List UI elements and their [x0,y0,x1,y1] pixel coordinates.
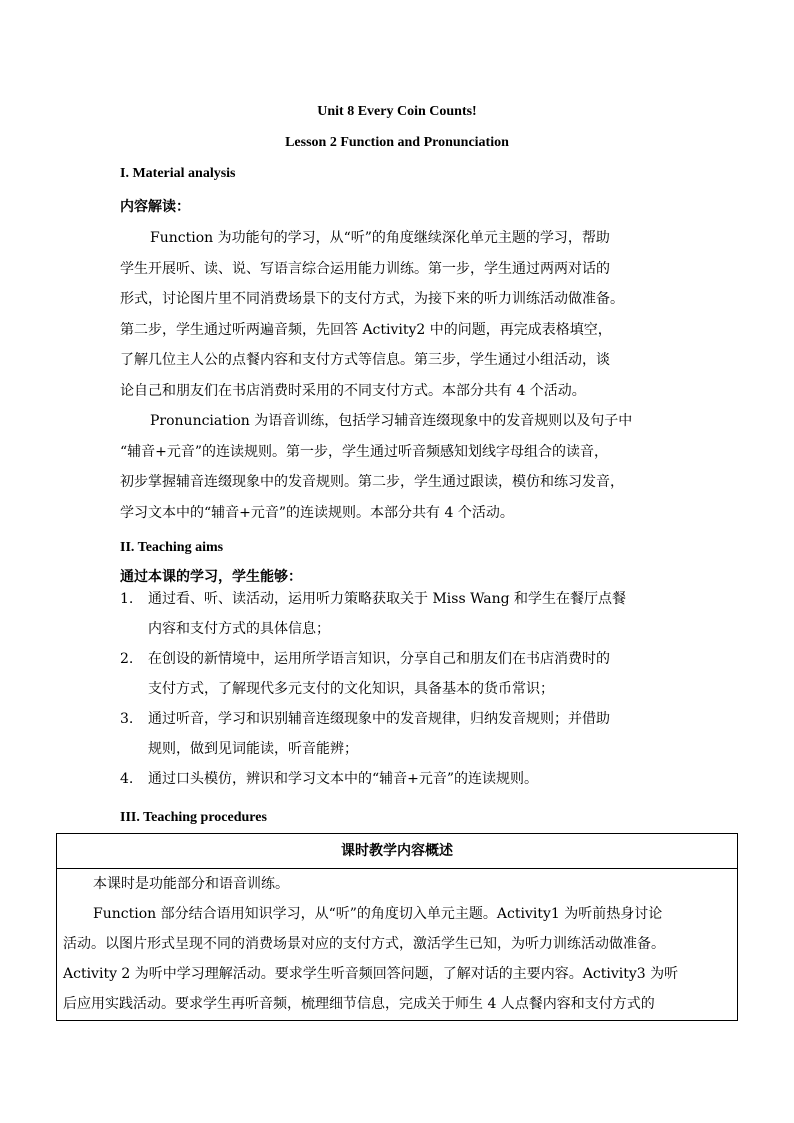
list-item [120,644,680,704]
section-heading-teaching-aims: II. Teaching aims [120,540,224,555]
aims-list [120,584,680,794]
list-item [120,704,680,764]
table-header: 课时教学内容概述 [57,834,737,869]
list-number: 3. [120,711,134,727]
procedures-table [56,833,738,1021]
list-item-line: 支付方式，了解现代多元支付的文化知识，具备基本的货币常识； [148,681,554,697]
list-item-line: 通过口头模仿，辨识和学习文本中的“辅音+元音”的连读规则。 [148,771,539,787]
section-subheading-aims: 通过本课的学习，学生能够： [120,569,302,585]
section-subheading-content: 内容解读： [120,199,190,215]
list-item-line: 通过听音，学习和识别辅音连缀现象中的发音规律，归纳发音规则；并借助 [148,711,610,727]
table-line: 本课时是功能部分和语音训练。 [93,876,289,892]
table-line: 后应用实践活动。要求学生再听音频，梳理细节信息，完成关于师生 4 人点餐内容和支付方式的 [63,996,655,1012]
paragraph-pronunciation [120,406,680,528]
paragraph-line: 形式，讨论图片里不同消费场景下的支付方式，为接下来的听力训练活动做准备。 [120,291,624,307]
list-item-line: 内容和支付方式的具体信息； [148,621,330,637]
list-item-line: 在创设的新情境中，运用所学语言知识，分享自己和朋友们在书店消费时的 [148,651,610,667]
list-number: 1. [120,591,134,607]
paragraph-line: 初步掌握辅音连缀现象中的发音规则。第二步，学生通过跟读，模仿和练习发音， [120,474,624,490]
paragraph-line: 学生开展听、读、说、写语言综合运用能力训练。第一步，学生通过两两对话的 [120,260,610,277]
table-line: 活动。以图片形式呈现不同的消费场景对应的支付方式，激活学生已知，为听力训练活动做准备。 [63,936,665,952]
table-cell [57,869,737,1019]
paragraph-function [120,223,680,406]
table-line: Activity 2 为听中学习理解活动。要求学生听音频回答问题，了解对话的主要内容。Activity3 为听 [63,966,679,982]
section-heading-material-analysis: I. Material analysis [120,166,236,181]
list-item-line: 规则，做到见词能读，听音能辨； [148,741,358,757]
paragraph-line: Function 为功能句的学习，从“听”的角度继续深化单元主题的学习，帮助 [150,230,610,246]
list-item-line: 通过看、听、读活动，运用听力策略获取关于 Miss Wang 和学生在餐厅点餐 [148,591,627,607]
paragraph-line: 了解几位主人公的点餐内容和支付方式等信息。第三步，学生通过小组活动，谈 [120,352,610,368]
paragraph-line: “辅音+元音”的连读规则。第一步，学生通过听音频感知划线字母组合的读音， [120,443,609,460]
paragraph-line: Pronunciation 为语音训练，包括学习辅音连缀现象中的发音规则以及句子中 [150,413,633,429]
paragraph-line: 论自己和朋友们在书店消费时采用的不同支付方式。本部分共有 4 个活动。 [120,382,586,399]
list-number: 2. [120,651,134,667]
list-item [120,764,680,794]
paragraph-line: 学习文本中的“辅音+元音”的连读规则。本部分共有 4 个活动。 [120,504,514,521]
list-number: 4. [120,771,134,787]
document-subtitle: Lesson 2 Function and Pronunciation [285,135,509,150]
section-heading-teaching-procedures: III. Teaching procedures [120,810,267,825]
list-item [120,584,680,644]
document-title: Unit 8 Every Coin Counts! [317,104,477,119]
paragraph-line: 第二步，学生通过听两遍音频，先回答 Activity2 中的问题，再完成表格填空， [120,321,612,338]
table-line: Function 部分结合语用知识学习，从“听”的角度切入单元主题。Activity1 为听前热身讨论 [93,906,663,922]
